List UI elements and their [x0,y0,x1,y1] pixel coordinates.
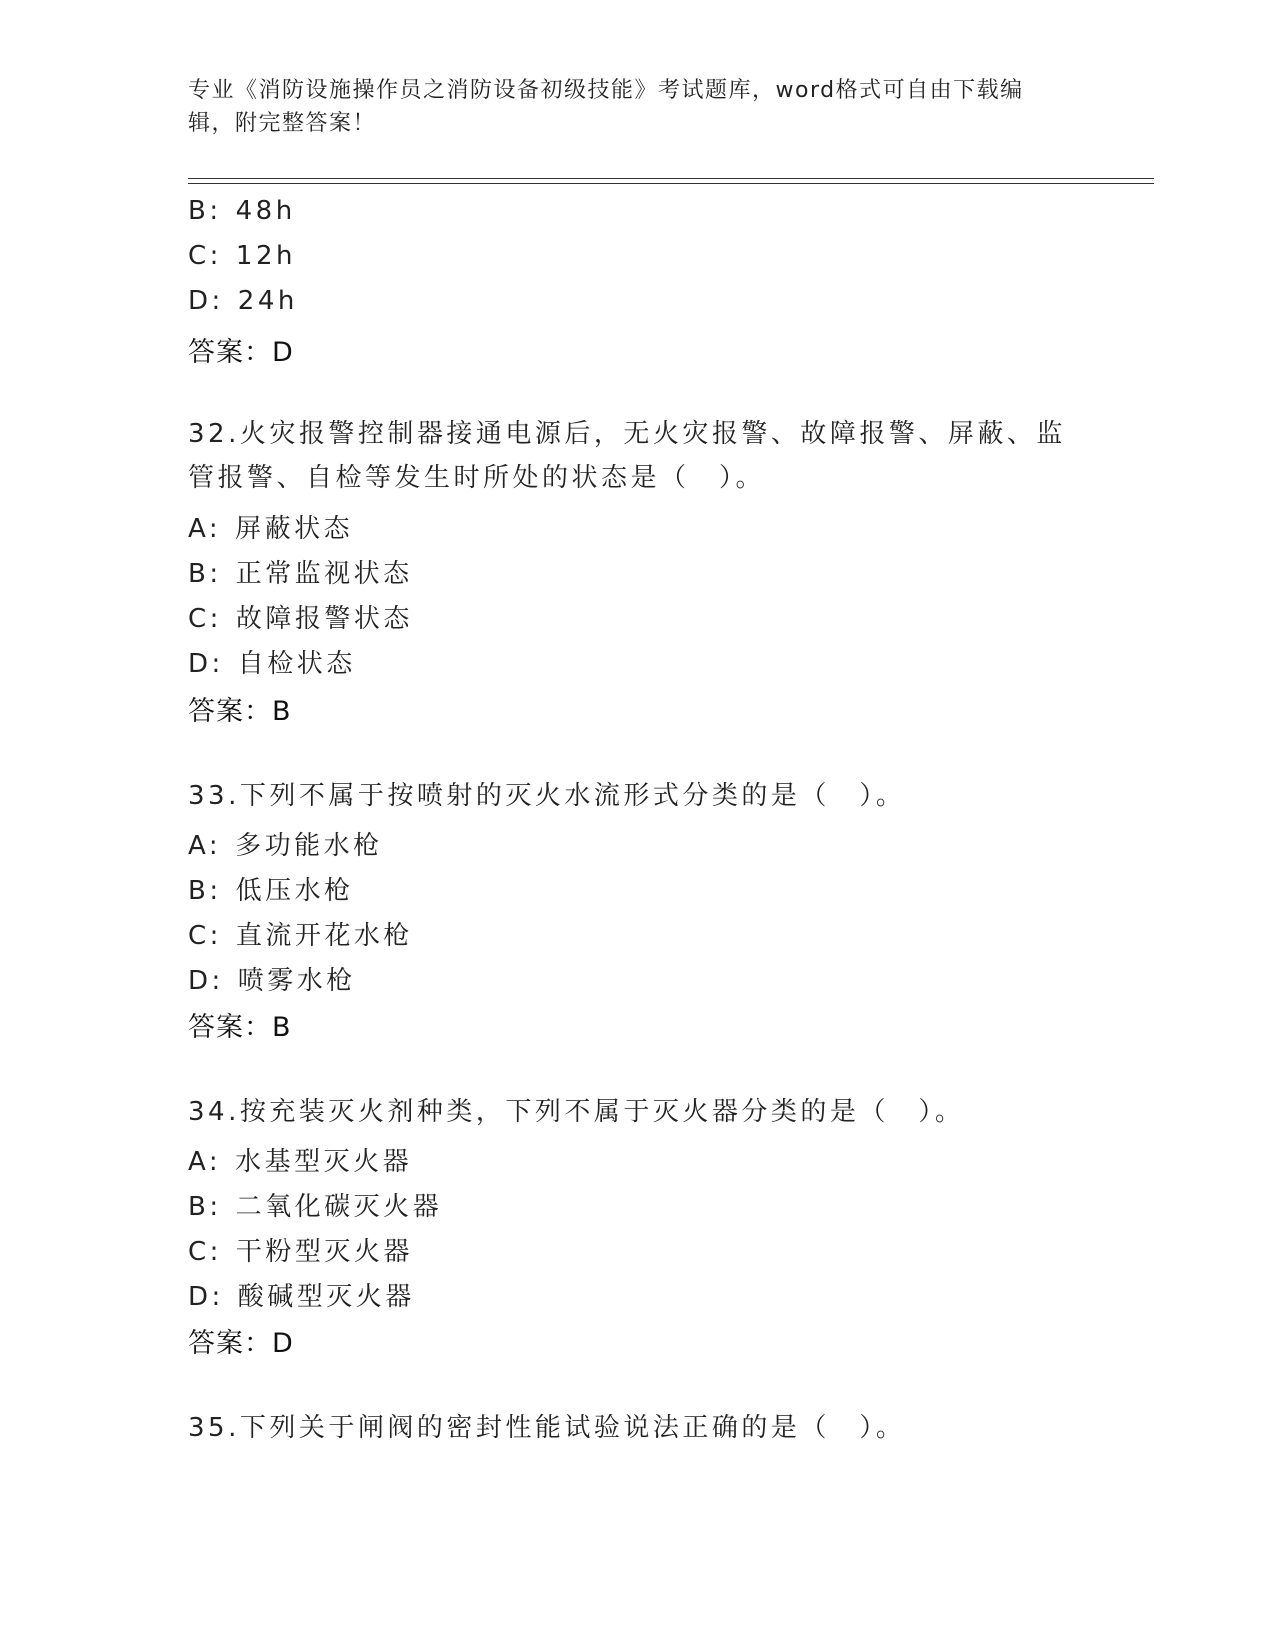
option-text: 水基型灭火器 [235,1147,413,1177]
option-letter: D: [188,286,224,316]
option-c [188,1231,413,1268]
option-letter: B: [188,559,222,589]
option-text: 喷雾水枪 [237,966,356,996]
option-text: 酸碱型灭火器 [237,1282,415,1312]
option-letter: C: [188,921,222,951]
option-letter: D: [188,649,224,679]
option-letter: B: [188,196,222,226]
answer-label: 答案： [188,1328,272,1359]
option-text: 干粉型灭火器 [235,1237,413,1267]
option-b [188,870,354,907]
answer-line [188,1005,292,1044]
option-c [188,598,413,635]
option-text: 正常监视状态 [235,559,413,589]
answer-value: B [272,696,292,727]
option-text: 48h [235,196,296,226]
option-text: 自检状态 [237,649,356,679]
option-letter: A: [188,514,222,544]
option-d [188,643,356,680]
answer-line [188,330,294,369]
question-stem: 33.下列不属于按喷射的灭火水流形式分类的是（ ）。 [188,781,906,811]
option-letter: B: [188,1192,222,1222]
option-text: 低压水枪 [235,876,354,906]
option-b [188,196,296,226]
answer-label: 答案： [188,696,272,727]
answer-line [188,1321,294,1360]
answer-value: B [272,1012,292,1043]
option-letter: C: [188,241,222,271]
option-text: 12h [235,241,296,271]
option-text: 屏蔽状态 [235,514,354,544]
option-d [188,1276,415,1313]
option-c [188,241,296,271]
question-stem: 35.下列关于闸阀的密封性能试验说法正确的是（ ）。 [188,1413,906,1443]
option-b [188,1186,442,1223]
answer-value: D [272,1328,294,1359]
question-stem: 32.火灾报警控制器接通电源后，无火灾报警、故障报警、屏蔽、监管报警、自检等发生时所处的状态是（ ）。 [188,419,1066,493]
option-b [188,553,413,590]
answer-line [188,689,292,728]
header-divider [188,178,1154,179]
option-a [188,508,353,545]
option-a [188,1141,412,1178]
answer-value: D [272,337,294,368]
option-c [188,915,413,952]
answer-label: 答案： [188,1012,272,1043]
document-header: 专业《消防设施操作员之消防设备初级技能》考试题库，word格式可自由下载编辑，附完整答案！ [188,78,1024,136]
option-text: 故障报警状态 [235,604,413,634]
option-letter: B: [188,876,222,906]
option-letter: D: [188,1282,224,1312]
option-d [188,286,298,316]
option-letter: C: [188,1237,222,1267]
option-letter: D: [188,966,224,996]
header-divider-secondary [188,183,1154,184]
option-letter: C: [188,604,222,634]
question-stem: 34.按充装灭火剂种类，下列不属于灭火器分类的是（ ）。 [188,1097,965,1127]
option-d [188,960,356,997]
option-text: 二氧化碳灭火器 [235,1192,443,1222]
option-a [188,825,383,862]
option-letter: A: [188,831,222,861]
option-text: 24h [237,286,298,316]
option-text: 多功能水枪 [235,831,383,861]
answer-label: 答案： [188,337,272,368]
option-letter: A: [188,1147,222,1177]
option-text: 直流开花水枪 [235,921,413,951]
